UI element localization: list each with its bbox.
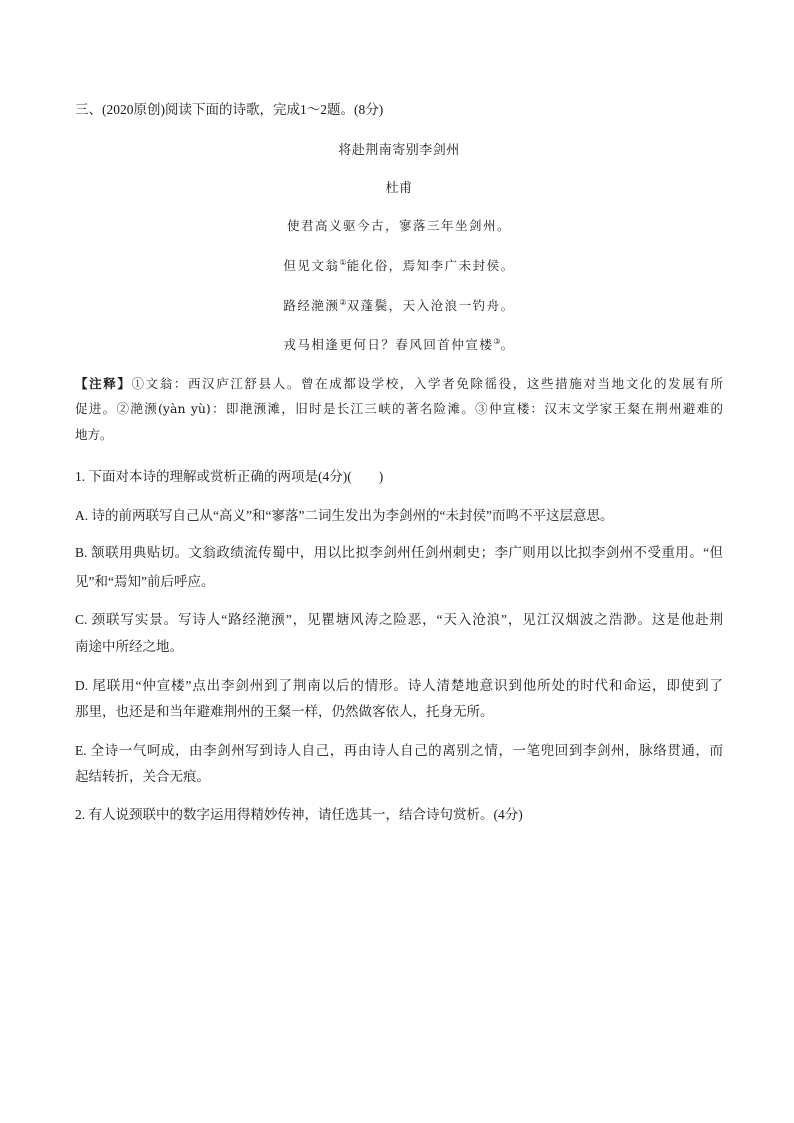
footnote-marker: ② [339, 297, 347, 307]
poem-line [75, 297, 723, 315]
poem-title: 将赴荆南寄别李剑州 [338, 142, 460, 157]
notes-line: 促进。②滟滪(yàn yù)：即滟滪滩，旧时是长江三峡的著名险滩。③仲宣楼：汉末文学家王粲在荆州避难的 [75, 401, 723, 416]
poem-line [75, 257, 723, 275]
option-d: D. 尾联用“仲宣楼”点出李剑州到了荆南以后的情形。诗人清楚地意识到他所处的时代和命运，即使到了 [75, 678, 723, 693]
option-b: B. 颔联用典贴切。文翁政绩流传蜀中，用以比拟李剑州任剑州刺史；李广则用以比拟李剑州不受重用。“但 [75, 545, 723, 560]
poem-line-text: 双蓬鬓，天入沧浪一钓舟。 [346, 298, 515, 313]
notes-line: 地方。 [75, 427, 113, 442]
section-header: 三、(2020原创)阅读下面的诗歌，完成1～2题。(8分) [75, 102, 384, 117]
poem-author: 杜甫 [385, 180, 413, 195]
question-2-stem: 2. 有人说颈联中的数字运用得精妙传神，请任选其一，结合诗句赏析。(4分) [75, 807, 523, 822]
footnote-marker: ① [339, 257, 347, 267]
poem-line [75, 217, 723, 235]
poem-line-text: 路经滟滪 [283, 298, 340, 313]
poem-line-text: 使君高义驱今古，寥落三年坐剑州。 [286, 218, 511, 233]
notes-label: 【注释】 [75, 376, 132, 391]
option-d-continued: 那里，也还是和当年避难荆州的王粲一样，仍然做客依人，托身无所。 [75, 704, 494, 719]
option-a: A. 诗的前两联写自己从“高义”和“寥落”二词生发出为李剑州的“未封侯”而鸣不平这层意思。 [75, 508, 614, 523]
footnote-marker: ③ [493, 336, 501, 346]
notes-line [75, 375, 723, 393]
poem-line-text: 。 [500, 337, 515, 352]
poem-line-text: 戎马相逢更何日？春风回首仲宣楼 [283, 337, 494, 352]
poem-line-text: 但见文翁 [283, 258, 340, 273]
poem-line [75, 336, 723, 354]
question-1-stem: 1. 下面对本诗的理解或赏析正确的两项是(4分)( ) [75, 469, 384, 484]
notes-text: ①文翁：西汉庐江舒县人。曾在成都设学校，入学者免除徭役，这些措施对当地文化的发展有所 [131, 376, 723, 391]
option-e-continued: 起结转折，关合无痕。 [75, 769, 210, 784]
poem-line-text: 能化俗，焉知李广未封侯。 [346, 258, 515, 273]
option-c: C. 颈联写实景。写诗人“路经滟滪”，见瞿塘风涛之险恶，“天入沧浪”，见江汉烟波之浩渺。这是他赴荆 [75, 612, 723, 627]
option-b-continued: 见”和“焉知”前后呼应。 [75, 574, 215, 589]
option-e: E. 全诗一气呵成，由李剑州写到诗人自己，再由诗人自己的离别之情，一笔兜回到李剑州，脉络贯通，而 [75, 743, 723, 758]
option-c-continued: 南途中所经之地。 [75, 639, 183, 654]
